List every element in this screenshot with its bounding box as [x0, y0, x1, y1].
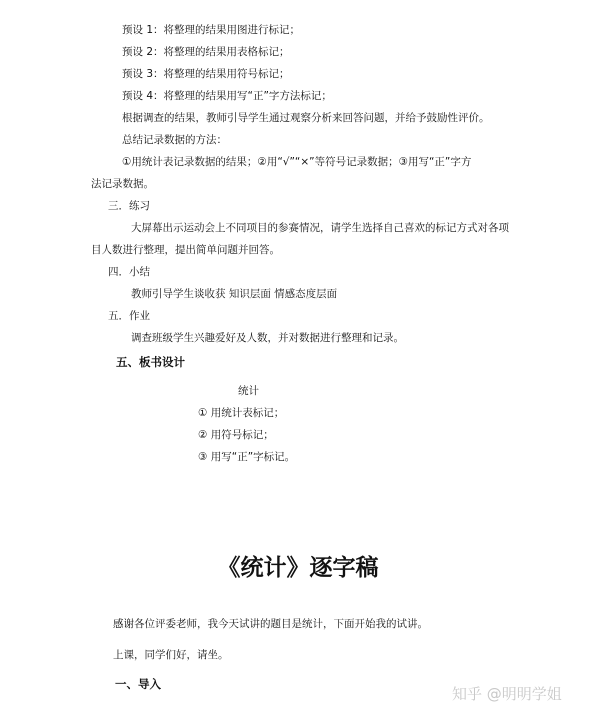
homework-text: 调查班级学生兴趣爱好及人数，并对数据进行整理和记录。 [131, 332, 404, 344]
document-title: 《统计》逐字稿 [217, 555, 379, 581]
method-line-2: 法记录数据。 [91, 178, 154, 190]
preset-4: 预设 4：将整理的结果用写“正”字方法标记； [122, 90, 332, 102]
watermark: 知乎 @明明学姐 [452, 685, 562, 703]
summary-heading: 四．小结 [108, 266, 150, 278]
homework-heading: 五．作业 [108, 310, 150, 322]
practice-heading: 三．练习 [108, 200, 150, 212]
practice-line-1: 大屏幕出示运动会上不同项目的参赛情况，请学生选择自己喜欢的标记方式对各项 [131, 222, 509, 234]
board-design-heading: 五、板书设计 [116, 355, 185, 369]
practice-line-2: 目人数进行整理，提出简单问题并回答。 [91, 244, 280, 256]
board-item-1: ① 用统计表标记； [198, 407, 285, 419]
summary-text: 教师引导学生谈收获 知识层面 情感态度层面 [131, 288, 338, 300]
class-greeting: 上课，同学们好，请坐。 [113, 649, 229, 661]
method-heading: 总结记录数据的方法： [122, 134, 227, 146]
board-title: 统计 [238, 385, 259, 397]
board-item-2: ② 用符号标记； [198, 429, 274, 441]
thanks-text: 感谢各位评委老师，我今天试讲的题目是统计，下面开始我的试讲。 [113, 618, 428, 630]
summary-intro: 根据调查的结果，教师引导学生通过观察分析来回答问题，并给予鼓励性评价。 [122, 112, 490, 124]
method-line-1: ①用统计表记录数据的结果；②用“√”“×”等符号记录数据；③用写“正”字方 [122, 156, 472, 168]
board-item-3: ③ 用写“正”字标记。 [198, 451, 296, 463]
preset-3: 预设 3：将整理的结果用符号标记； [122, 68, 290, 80]
preset-1: 预设 1：将整理的结果用图进行标记； [122, 24, 301, 36]
preset-2: 预设 2：将整理的结果用表格标记； [122, 46, 290, 58]
intro-heading: 一、导入 [115, 677, 161, 691]
